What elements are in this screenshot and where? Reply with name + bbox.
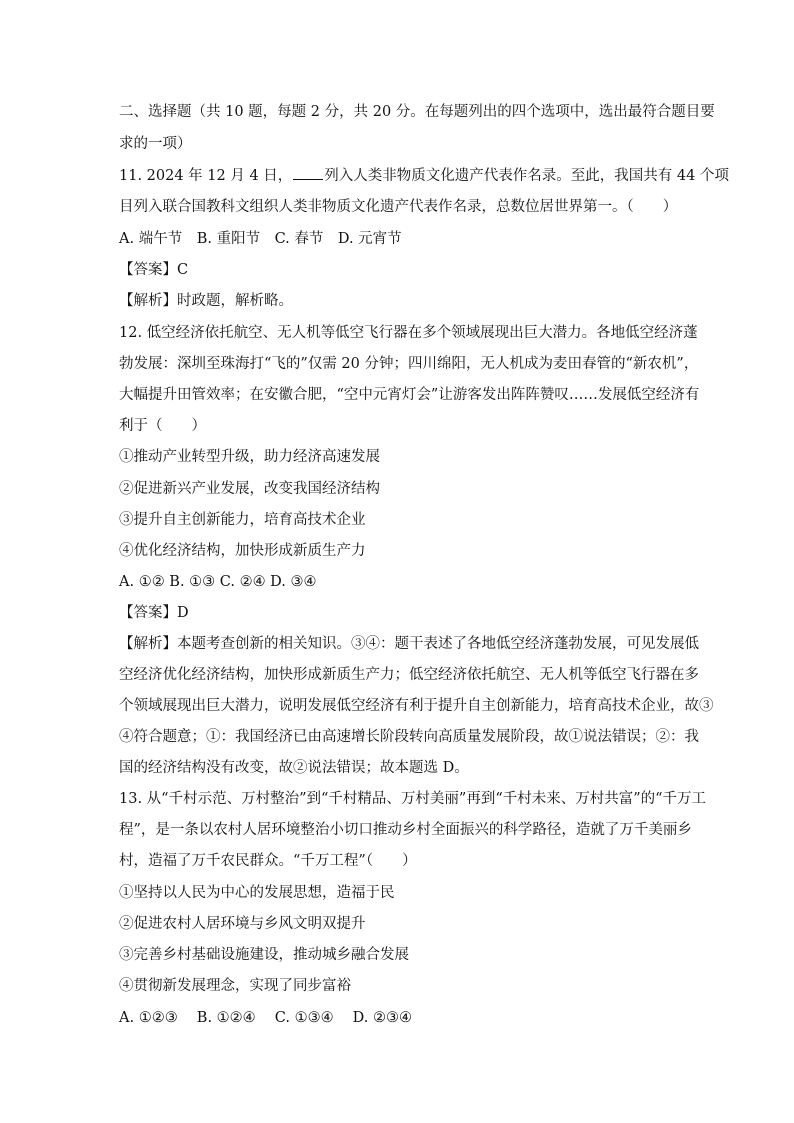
q12-analysis-line1: 【解析】本题考查创新的相关知识。③④：题干表述了各地低空经济蓬勃发展，可见发展低	[119, 636, 699, 652]
q11-stem-pre: 11. 2024 年 12 月 4 日，	[119, 168, 293, 184]
q12-stem-line1: 12. 低空经济依托航空、无人机等低空飞行器在多个领域展现出巨大潜力。各地低空经济蓬	[119, 325, 698, 341]
q12-item-1: ①推动产业转型升级，助力经济高速发展	[119, 449, 380, 465]
q13-stem-line3: 村，造福了万千农民群众。“千万工程”（ ）	[119, 853, 417, 869]
q13-stem-line1: 13. 从“千村示范、万村整治”到“千村精品、万村美丽”再到“千村未来、万村共富”的“千万工	[119, 791, 707, 807]
q11-stem-line	[119, 165, 729, 186]
q12-item-4: ④优化经济结构，加快形成新质生产力	[119, 543, 366, 559]
q12-stem-line3: 大幅提升田管效率；在安徽合肥，“空中元宵灯会”让游客发出阵阵赞叹……发展低空经济有	[119, 387, 700, 403]
answer-blank	[293, 165, 323, 180]
q12-analysis-line4: ④符合题意；①：我国经济已由高速增长阶段转向高质量发展阶段，故①说法错误；②：我	[119, 729, 699, 745]
q11-answer: 【答案】C	[119, 262, 189, 278]
q13-item-2: ②促进农村人居环境与乡风文明双提升	[119, 916, 366, 932]
q12-item-3: ③提升自主创新能力，培育高技术企业	[119, 512, 366, 528]
q12-item-2: ②促进新兴产业发展，改变我国经济结构	[119, 481, 380, 497]
q13-options: A. ①②③ B. ①②④ C. ①③④ D. ②③④	[119, 1010, 413, 1026]
q11-analysis: 【解析】时政题，解析略。	[119, 293, 293, 309]
q11-stem-line2: 目列入联合国教科文组织人类非物质文化遗产代表作名录，总数位居世界第一。（ ）	[119, 199, 678, 215]
q12-answer: 【答案】D	[119, 605, 189, 621]
q12-stem-line4: 利于（ ）	[119, 418, 206, 434]
q12-analysis-line5: 国的经济结构没有改变，故②说法错误；故本题选 D。	[119, 760, 469, 776]
q11-options: A. 端午节 B. 重阳节 C. 春节 D. 元宵节	[119, 231, 402, 247]
q12-stem-line2: 勃发展：深圳至珠海打“飞的”仅需 20 分钟；四川绵阳，无人机成为麦田春管的“新农机”，	[119, 356, 699, 372]
q13-stem-line2: 程”，是一条以农村人居环境整治小切口推动乡村全面振兴的科学路径，造就了万千美丽乡	[119, 822, 692, 838]
q12-analysis-line3: 个领域展现出巨大潜力，说明发展低空经济有利于提升自主创新能力，培育高技术企业，故③	[119, 698, 714, 714]
q11-stem-post: 列入人类非物质文化遗产代表作名录。至此，我国共有 44 个项	[324, 168, 729, 184]
q13-item-1: ①坚持以人民为中心的发展思想，造福于民	[119, 885, 395, 901]
q12-analysis-line2: 空经济优化经济结构，加快形成新质生产力；低空经济依托航空、无人机等低空飞行器在多	[119, 667, 699, 683]
section-title-cont: 求的一项）	[119, 136, 192, 152]
q12-options: A. ①② B. ①③ C. ②④ D. ③④	[119, 574, 317, 590]
q13-item-4: ④贯彻新发展理念，实现了同步富裕	[119, 978, 351, 994]
section-title: 二、选择题（共 10 题，每题 2 分，共 20 分。在每题列出的四个选项中，选出最符合题目要	[119, 104, 715, 120]
q13-item-3: ③完善乡村基础设施建设，推动城乡融合发展	[119, 947, 409, 963]
